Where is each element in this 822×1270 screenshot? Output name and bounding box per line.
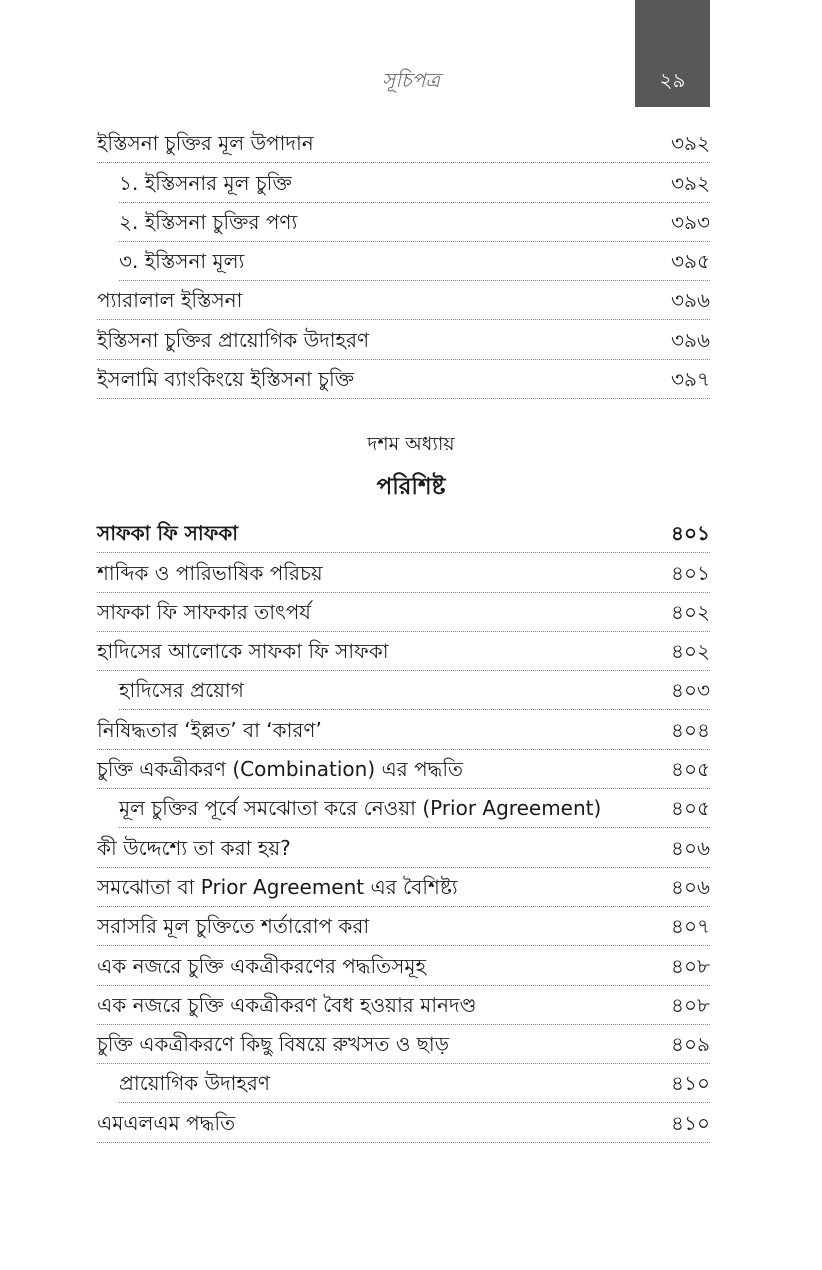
toc-entry-page: ৪১০ (671, 1071, 710, 1096)
toc-entry-title: চুক্তি একত্রীকরণ (Combination) এর পদ্ধতি (97, 757, 464, 782)
running-header-title: সূচিপত্র (382, 68, 440, 92)
toc-entry-page: ৪০৬ (671, 874, 710, 899)
toc-entry[interactable] (97, 750, 710, 789)
chapter-name: পরিশিষ্ট (376, 474, 446, 500)
toc-entry-page: ৪১০ (671, 1110, 710, 1135)
toc-entry[interactable] (97, 710, 710, 749)
toc-entry[interactable] (97, 514, 710, 553)
toc-entry-title: প্যারালাল ইস্তিসনা (97, 288, 243, 313)
toc-entry[interactable] (119, 1064, 710, 1103)
toc-entry-title: মূল চুক্তির পূর্বে সমঝোতা করে নেওয়া (Prior Agreement) (119, 796, 602, 821)
toc-entry[interactable] (119, 163, 710, 202)
toc-entry-page: ৩৯৩ (671, 209, 710, 234)
toc-entry-title: সাফকা ফি সাফকা (97, 521, 239, 546)
toc-entry-title: সাফকা ফি সাফকার তাৎপর্য (97, 599, 311, 624)
toc-entry-title: ১. ইস্তিসনার মূল চুক্তি (119, 170, 292, 195)
toc-entry-page: ৪০৬ (671, 835, 710, 860)
toc-entry-page: ৪০২ (671, 599, 710, 624)
toc-entry[interactable] (97, 986, 710, 1025)
toc-entry-page: ৪০৭ (671, 914, 710, 939)
toc-entry-title: ইসলামি ব্যাংকিংয়ে ইস্তিসনা চুক্তি (97, 367, 355, 392)
toc-entry-title: এক নজরে চুক্তি একত্রীকরণ বৈধ হওয়ার মানদণ্ড (97, 992, 477, 1017)
toc-entry[interactable] (119, 671, 710, 710)
toc-entry-page: ৪০৪ (671, 717, 710, 742)
toc-entry-title: সরাসরি মূল চুক্তিতে শর্তারোপ করা (97, 914, 370, 939)
chapter-label: দশম অধ্যায় (367, 433, 455, 455)
toc-entry-page: ৪০৫ (671, 757, 710, 782)
toc-entry-title: ইস্তিসনা চুক্তির প্রায়োগিক উদাহরণ (97, 327, 370, 352)
toc-entry-title: প্রায়োগিক উদাহরণ (119, 1071, 271, 1096)
toc-entry-page: ৪০১ (671, 521, 710, 546)
toc-entry[interactable] (97, 946, 710, 985)
toc-entry[interactable] (119, 789, 710, 828)
toc-entry-title: এক নজরে চুক্তি একত্রীকরণের পদ্ধতিসমূহ (97, 953, 426, 978)
toc-entry[interactable] (119, 242, 710, 281)
toc-entry[interactable] (97, 868, 710, 907)
toc-entry[interactable] (97, 1025, 710, 1064)
toc-entry-title: ২. ইস্তিসনা চুক্তির পণ্য (119, 209, 298, 234)
toc-entry-page: ৩৯৫ (671, 249, 710, 274)
toc-entry-page: ৩৯২ (671, 170, 710, 195)
toc-entry-page: ৪০৮ (671, 953, 710, 978)
toc-entry-title: সমঝোতা বা Prior Agreement এর বৈশিষ্ট্য (97, 874, 458, 899)
toc-entry-title: হাদিসের আলোকে সাফকা ফি সাফকা (97, 639, 389, 664)
toc-entry[interactable] (97, 320, 710, 359)
toc-entry-page: ৪০৯ (671, 1032, 710, 1057)
toc-entry-title: ৩. ইস্তিসনা মূল্য (119, 249, 245, 274)
toc-entry-title: ইস্তিসনা চুক্তির মূল উপাদান (97, 131, 314, 156)
toc-entry-title: শাব্দিক ও পারিভাষিক পরিচয় (97, 560, 323, 585)
toc-entry-page: ৩৯৭ (671, 367, 710, 392)
toc-entry[interactable] (97, 553, 710, 592)
toc-entry[interactable] (97, 281, 710, 320)
toc-entry-title: চুক্তি একত্রীকরণে কিছু বিষয়ে রুখসত ও ছাড় (97, 1032, 449, 1057)
toc-entry-page: ৪০২ (671, 639, 710, 664)
toc-entry-title: নিষিদ্ধতার ‘ইল্লত’ বা ‘কারণ’ (97, 717, 322, 742)
toc-entry[interactable] (97, 828, 710, 867)
toc-entry-page: ৩৯২ (671, 131, 710, 156)
toc-entry-title: এমএলএম পদ্ধতি (97, 1110, 236, 1135)
toc-entry[interactable] (97, 593, 710, 632)
page-number: ২৯ (659, 68, 686, 92)
toc-section-bottom (97, 514, 710, 1143)
toc-section-top (97, 124, 710, 399)
toc-entry[interactable] (97, 632, 710, 671)
toc-entry-page: ৪০১ (671, 560, 710, 585)
toc-entry-page: ৪০৩ (671, 678, 710, 703)
toc-entry[interactable] (97, 360, 710, 399)
toc-entry[interactable] (119, 203, 710, 242)
page-number-tab (635, 0, 710, 107)
toc-entry-page: ৪০৮ (671, 992, 710, 1017)
toc-entry-page: ৪০৫ (671, 796, 710, 821)
toc-entry-page: ৩৯৬ (671, 327, 710, 352)
toc-entry[interactable] (97, 907, 710, 946)
toc-entry-title: হাদিসের প্রয়োগ (119, 678, 244, 703)
toc-entry-title: কী উদ্দেশ্যে তা করা হয়? (97, 835, 291, 860)
toc-entry-page: ৩৯৬ (671, 288, 710, 313)
toc-entry[interactable] (97, 1103, 710, 1142)
toc-entry[interactable] (97, 124, 710, 163)
